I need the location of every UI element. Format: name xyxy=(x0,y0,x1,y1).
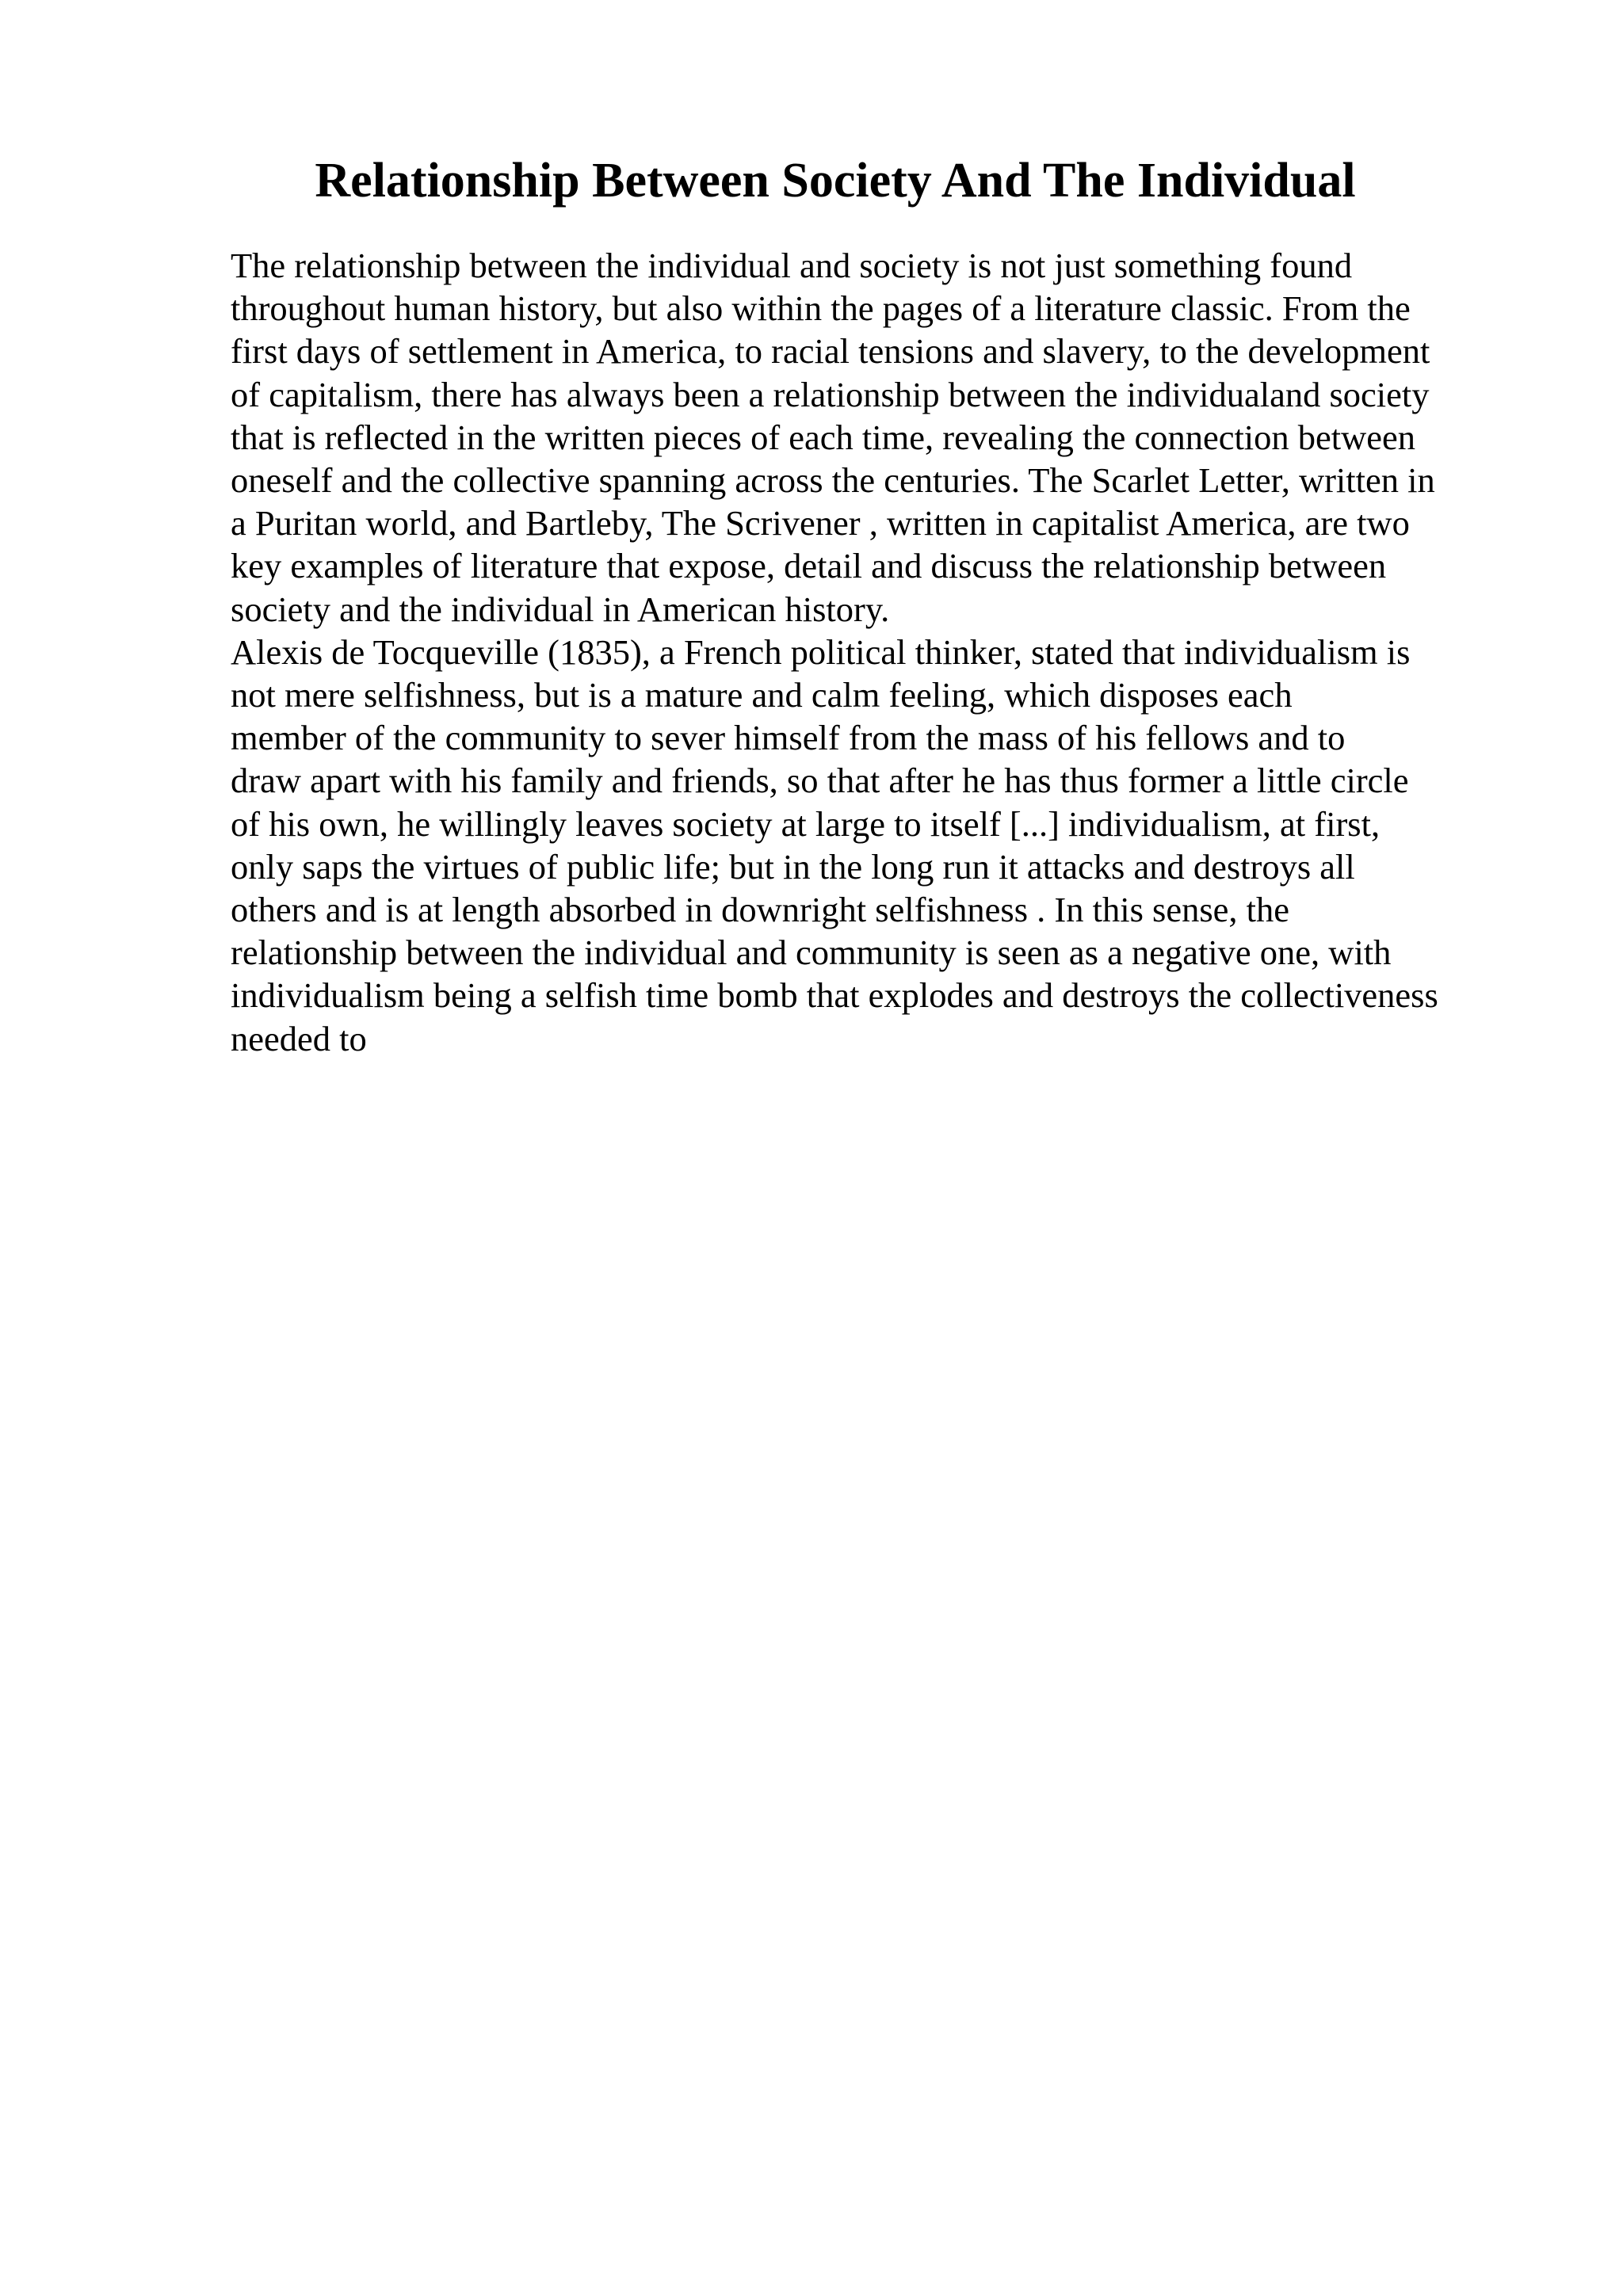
text-line: relationship between the individual and community is seen as a negative one, with xyxy=(231,933,1392,973)
text-line: of his own, he willingly leaves society at large to itself [...] individualism, at first, xyxy=(231,803,1381,844)
text-line: oneself and the collective spanning across the centuries. The Scarlet Letter, written in xyxy=(231,460,1435,501)
paragraph-2 xyxy=(231,631,1514,1060)
text-line: society and the individual in American history. xyxy=(231,589,890,629)
document-title: Relationship Between Society And The Individual xyxy=(315,154,1356,208)
text-line: Alexis de Tocqueville (1835), a French political thinker, stated that individualism is xyxy=(231,631,1411,672)
text-line: key examples of literature that expose, detail and discuss the relationship between xyxy=(231,546,1387,586)
text-line: draw apart with his family and friends, so that after he has thus former a little circle xyxy=(231,761,1409,801)
text-line: that is reflected in the written pieces of each time, revealing the connection between xyxy=(231,417,1416,457)
text-line: of capitalism, there has always been a relationship between the individualand society xyxy=(231,374,1430,414)
text-line: first days of settlement in America, to racial tensions and slavery, to the development xyxy=(231,331,1430,372)
paragraph-1 xyxy=(231,244,1514,631)
text-line: individualism being a selfish time bomb that explodes and destroys the collectiveness xyxy=(231,975,1438,1016)
text-line: member of the community to sever himself from the mass of his fellows and to xyxy=(231,718,1346,758)
text-line: needed to xyxy=(231,1018,367,1058)
document-body xyxy=(231,244,1514,1060)
text-line: a Puritan world, and Bartleby, The Scrivener , written in capitalist America, are two xyxy=(231,503,1410,543)
text-line: throughout human history, but also within the pages of a literature classic. From the xyxy=(231,288,1411,329)
text-line: others and is at length absorbed in downright selfishness . In this sense, the xyxy=(231,890,1290,930)
text-line: not mere selfishness, but is a mature and calm feeling, which disposes each xyxy=(231,675,1293,715)
text-line: The relationship between the individual and society is not just something found xyxy=(231,246,1353,285)
text-line: only saps the virtues of public life; but in the long run it attacks and destroys all xyxy=(231,846,1355,887)
